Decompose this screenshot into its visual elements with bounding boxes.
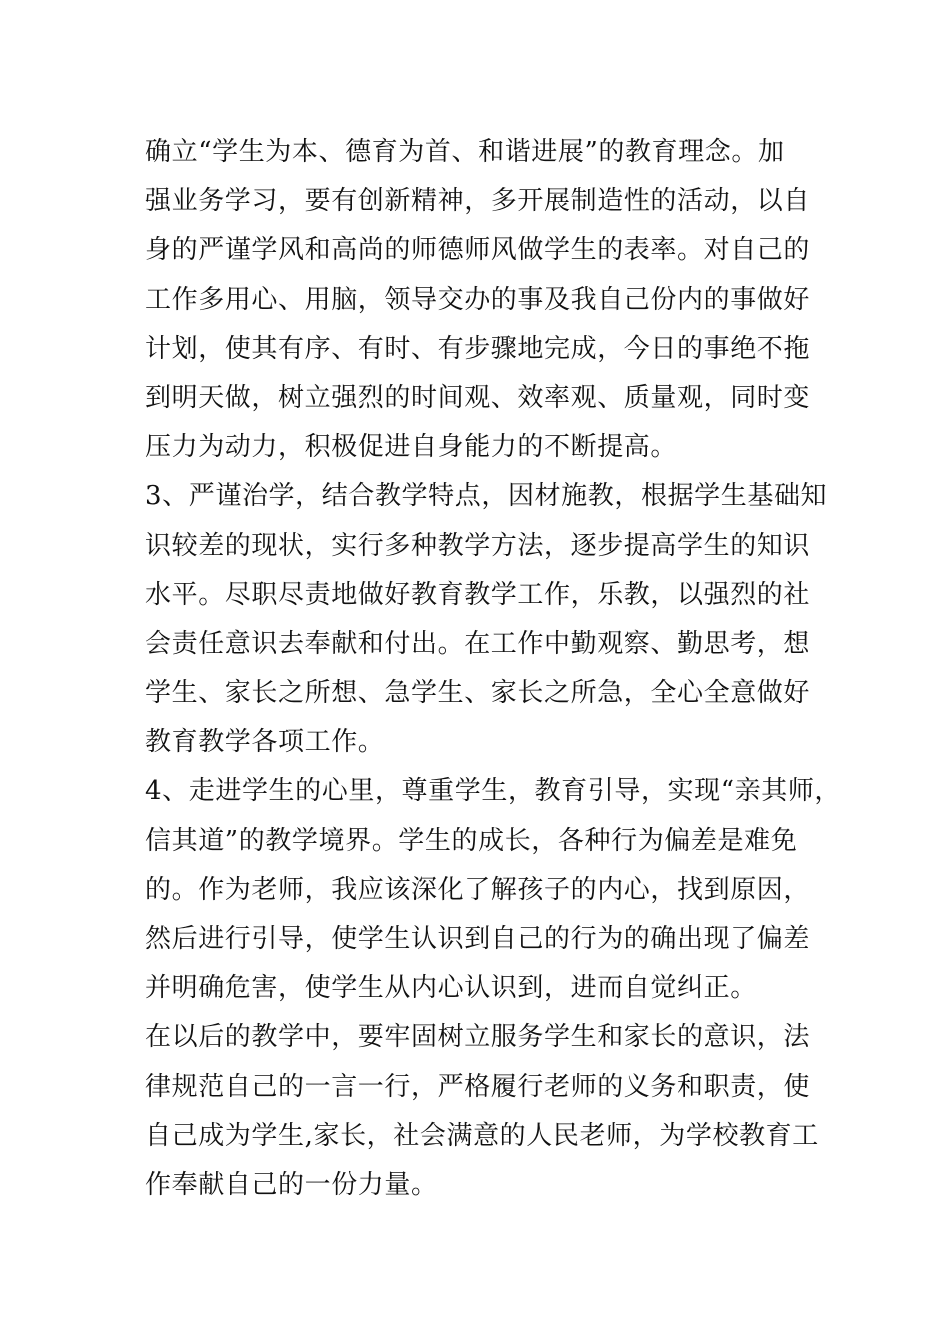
text-line: 然后进行引导，使学生认识到自己的行为的确出现了偏差 (145, 924, 811, 954)
text-line: 会责任意识去奉献和付出。在工作中勤观察、勤思考，想 (145, 628, 811, 659)
text-line: 律规范自己的一言一行，严格履行老师的义务和职责，使 (145, 1071, 811, 1102)
text-line: 身的严谨学风和高尚的师德师风做学生的表率。对自己的 (145, 235, 811, 266)
document-body (145, 128, 842, 1210)
text-line: 自己成为学生,家长，社会满意的人民老师，为学校教育工 (145, 1120, 819, 1151)
text-line: 工作多用心、用脑，领导交办的事及我自己份内的事做好 (145, 284, 811, 315)
text-line: 水平。尽职尽责地做好教育教学工作，乐教，以强烈的社 (145, 579, 811, 610)
text-line: 到明天做，树立强烈的时间观、效率观、质量观，同时变 (145, 382, 811, 413)
text-line: 强业务学习，要有创新精神，多开展制造性的活动，以自 (145, 186, 811, 217)
text-line: 4、走进学生的心里，尊重学生，教育引导，实现“亲其师， (145, 776, 842, 807)
text-line: 压力为动力，积极促进自身能力的不断提高。 (145, 432, 678, 463)
text-line: 信其道”的教学境界。学生的成长，各种行为偏差是难免 (145, 825, 798, 856)
text-line: 教育教学各项工作。 (145, 727, 385, 758)
text-line: 3、严谨治学，结合教学特点，因材施教，根据学生基础知 (145, 481, 828, 512)
text-line: 识较差的现状，实行多种教学方法，逐步提高学生的知识 (145, 530, 811, 561)
text-line: 在以后的教学中，要牢固树立服务学生和家长的意识，法 (145, 1022, 811, 1053)
text-line: 计划，使其有序、有时、有步骤地完成，今日的事绝不拖 (145, 333, 811, 364)
text-line: 确立“学生为本、德育为首、和谐进展”的教育理念。加 (145, 137, 785, 167)
text-line: 的。作为老师，我应该深化了解孩子的内心，找到原因， (145, 874, 811, 905)
text-line: 并明确危害，使学生从内心认识到，进而自觉纠正。 (145, 973, 757, 1004)
text-line: 学生、家长之所想、急学生、家长之所急，全心全意做好 (145, 678, 811, 709)
text-line: 作奉献自己的一份力量。 (145, 1169, 438, 1200)
